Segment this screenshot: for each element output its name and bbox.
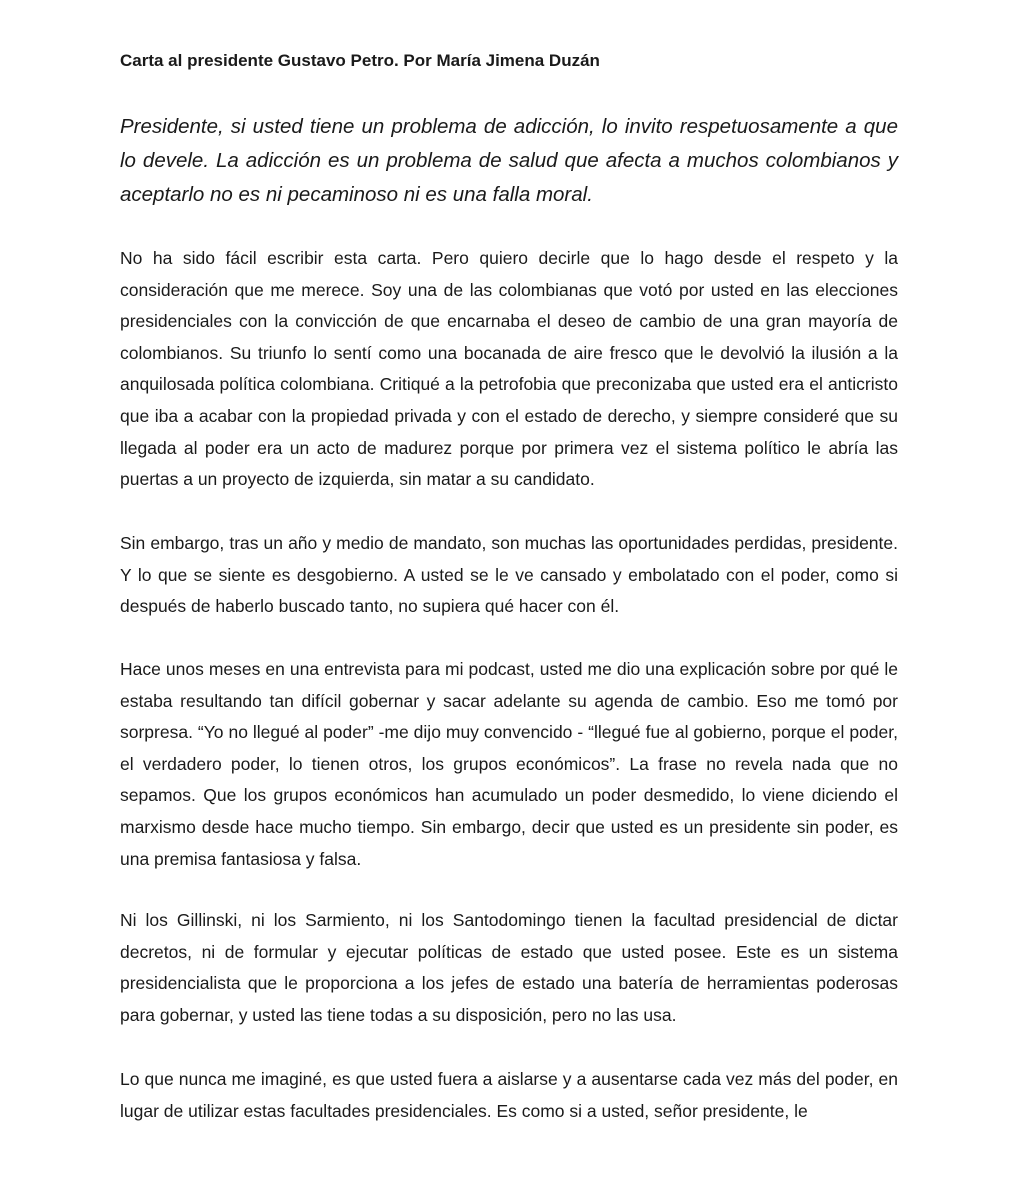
lead-paragraph: Presidente, si usted tiene un problema de adicción, lo invito respetuosamente a que lo devele. La adicción es un problema de salud que afecta a muchos colombianos y aceptarlo no es ni pecaminoso ni es una falla moral. (120, 115, 898, 206)
body-paragraph-1: No ha sido fácil escribir esta carta. Pero quiero decirle que lo hago desde el respeto y la consideración que me merece. Soy una de las colombianas que votó por usted en las elecciones presidenciales con la convicción de que encarnaba el deseo de cambio de una gran mayoría de colombianos. Su triunfo lo sentí como una bocanada de aire fresco que le devolvió la ilusión a la anquilosada política colombiana. Critiqué a la petrofobia que preconizaba que usted era el anticristo que iba a acabar con la propiedad privada y con el estado de derecho, y siempre consideré que su llegada al poder era un acto de madurez porque por primera vez el sistema político le abría las puertas a un proyecto de izquierda, sin matar a su candidato. (120, 248, 898, 490)
body-paragraph-4: Ni los Gillinski, ni los Sarmiento, ni los Santodomingo tienen la facultad presidencial de dictar decretos, ni de formular y ejecutar políticas de estado que usted posee. Este es un sistema presidencialista que le proporciona a los jefes de estado una batería de herramientas poderosas para gobernar, y usted las tiene todas a su disposición, pero no las usa. (120, 910, 898, 1025)
body-paragraph-3: Hace unos meses en una entrevista para mi podcast, usted me dio una explicación sobre por qué le estaba resultando tan difícil gobernar y sacar adelante su agenda de cambio. Eso me tomó por sorpresa. “Yo no llegué al poder” -me dijo muy convencido - “llegué fue al gobierno, porque el poder, el verdadero poder, lo tienen otros, los grupos económicos”. La frase no revela nada que no sepamos. Que los grupos económicos han acumulado un poder desmedido, lo viene diciendo el marxismo desde hace mucho tiempo. Sin embargo, decir que usted es un presidente sin poder, es una premisa fantasiosa y falsa. (120, 659, 898, 869)
body-paragraph-5: Lo que nunca me imaginé, es que usted fuera a aislarse y a ausentarse cada vez más del poder, en lugar de utilizar estas facultades presidenciales. Es como si a usted, señor presidente, le (120, 1069, 898, 1121)
body-paragraph-2: Sin embargo, tras un año y medio de mandato, son muchas las oportunidades perdidas, presidente. Y lo que se siente es desgobierno. A usted se le ve cansado y embolatado con el poder, como si después de haberlo buscado tanto, no supiera qué hacer con él. (120, 533, 898, 617)
document-title: Carta al presidente Gustavo Petro. Por María Jimena Duzán (120, 51, 600, 70)
